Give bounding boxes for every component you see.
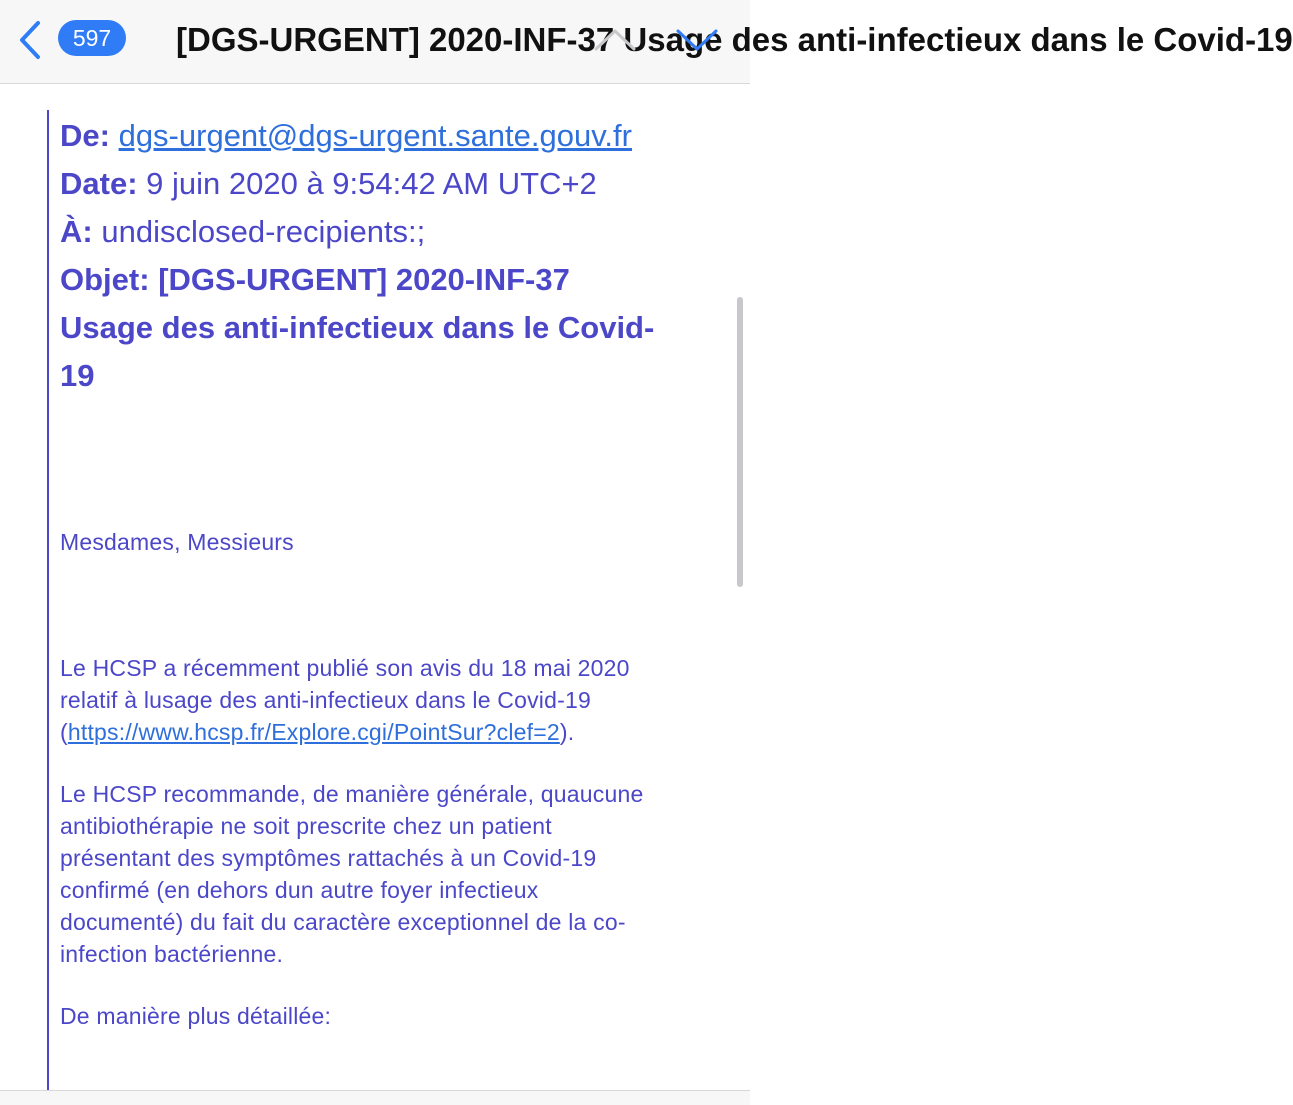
paragraph-1-text: Le HCSP a récemment publié son avis du 18 mai 2020 relatif à lusage des anti-infectieux dans le Covid-19 ( — [60, 655, 630, 745]
hcsp-link[interactable]: https://www.hcsp.fr/Explore.cgi/PointSur?clef=2 — [67, 719, 560, 745]
forwarded-header — [60, 112, 730, 400]
to-label: À: — [60, 214, 93, 249]
quote-bar — [47, 110, 49, 1090]
chevron-down-icon — [675, 27, 719, 53]
unread-count-badge[interactable]: 597 — [58, 20, 126, 56]
subject-line — [60, 256, 660, 400]
to-value: undisclosed-recipients:; — [101, 214, 426, 249]
from-line — [60, 112, 730, 160]
paragraph-3: De manière plus détaillée: — [60, 1003, 332, 1029]
salutation: Mesdames, Messieurs — [60, 529, 294, 555]
navigation-bar — [0, 0, 1293, 84]
scrollbar[interactable] — [737, 297, 743, 587]
from-label: De: — [60, 118, 110, 153]
from-email-link[interactable]: dgs-urgent@dgs-urgent.sante.gouv.fr — [118, 118, 632, 153]
date-line — [60, 160, 730, 208]
paragraph-1-end: ). — [559, 719, 575, 745]
back-button[interactable] — [14, 18, 46, 62]
message-content[interactable] — [0, 84, 750, 1090]
message-body — [60, 526, 660, 1032]
chevron-up-icon — [593, 27, 637, 53]
date-value: 9 juin 2020 à 9:54:42 AM UTC+2 — [146, 166, 597, 201]
bottom-toolbar — [0, 1090, 750, 1105]
subject-value: [DGS-URGENT] 2020-INF-37 Usage des anti-infectieux dans le Covid-19 — [60, 262, 655, 393]
nav-title: [DGS-URGENT] 2020-INF-37 Usage des anti-infectieux dans le Covid-19 — [176, 21, 1293, 58]
next-message-button[interactable] — [674, 22, 720, 58]
previous-message-button — [592, 22, 638, 58]
to-line — [60, 208, 730, 256]
chevron-left-icon — [18, 20, 42, 60]
date-label: Date: — [60, 166, 138, 201]
paragraph-1 — [60, 652, 660, 748]
subject-label: Objet: — [60, 262, 150, 297]
paragraph-2: Le HCSP recommande, de manière générale, quaucune antibiothérapie ne soit prescrite chez un patient présentant des symptômes rattachés à un Covid-19 confirmé (en dehors dun autre foyer infectieux documenté) du fait du caractère exceptionnel de la co-infection bactérienne. — [60, 781, 644, 967]
